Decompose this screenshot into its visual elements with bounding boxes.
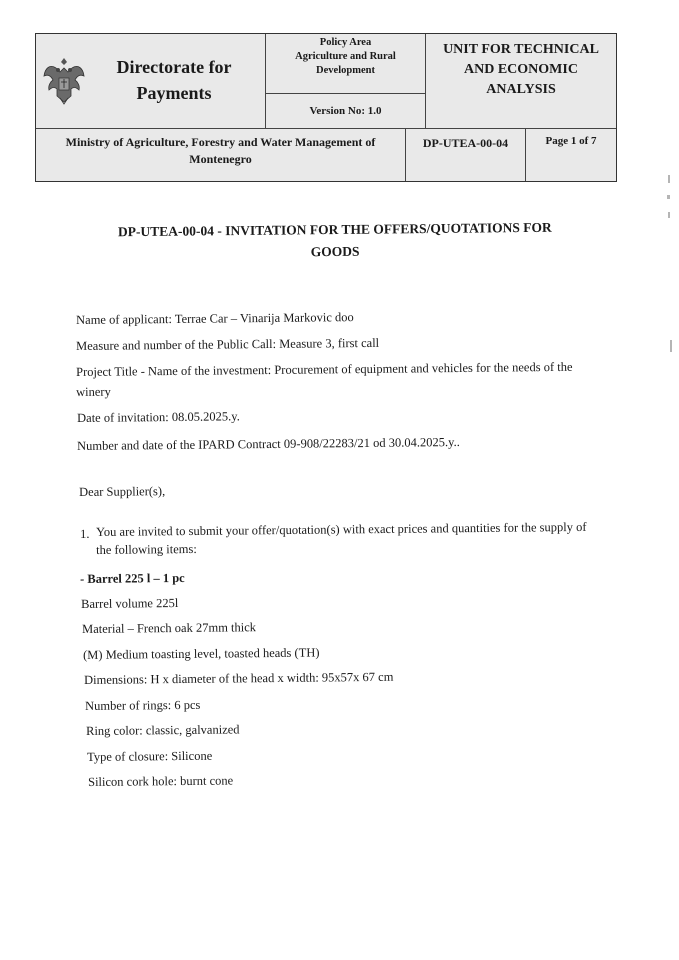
policy-area-line: Development — [316, 65, 375, 76]
item-text-line: You are invited to submit your offer/quotation(s) with exact prices and quantities for the supply of — [96, 519, 587, 539]
unit-line: UNIT FOR TECHNICAL — [443, 42, 599, 57]
document-title-line: DP-UTEA-00-04 - INVITATION FOR THE OFFERS/QUOTATIONS FOR — [117, 219, 552, 240]
montenegro-coat-of-arms-icon — [42, 54, 86, 106]
spec-line: (M) Medium toasting level, toasted heads (TH) — [83, 645, 320, 662]
spec-line: Number of rings: 6 pcs — [85, 697, 201, 713]
policy-area-line: Agriculture and Rural — [295, 51, 396, 62]
applicant-name: Name of applicant: Terrae Car – Vinarija Markovic doo — [76, 310, 354, 327]
page-number: Page 1 of 7 — [545, 135, 597, 147]
spec-line: Silicon cork hole: burnt cone — [88, 773, 234, 789]
policy-area-line: Policy Area — [319, 37, 372, 48]
ipard-contract: Number and date of the IPARD Contract 09-908/22283/21 od 30.04.2025.y.. — [77, 434, 460, 453]
unit-cell — [426, 34, 616, 128]
item-number: 1. — [80, 526, 90, 541]
spec-line: Ring color: classic, galvanized — [86, 722, 240, 738]
ministry-line: Montenegro — [189, 152, 252, 166]
public-call-measure: Measure and number of the Public Call: Measure 3, first call — [76, 335, 380, 353]
spec-heading: - Barrel 225 l – 1 pc — [80, 570, 185, 586]
ministry-line: Ministry of Agriculture, Forestry and Water Management of — [65, 135, 376, 149]
spec-line: Barrel volume 225l — [81, 595, 179, 611]
item-text-line: the following items: — [96, 541, 197, 557]
greeting: Dear Supplier(s), — [79, 484, 166, 499]
doc-code-cell — [406, 128, 526, 181]
spec-line: Material – French oak 27mm thick — [82, 620, 257, 636]
document-header-table — [35, 33, 617, 182]
scan-speck — [670, 340, 672, 352]
unit-line: ANALYSIS — [486, 82, 556, 97]
project-title-line: Project Title - Name of the investment: Procurement of equipment and vehicles for the needs of the — [76, 359, 573, 379]
policy-area-cell — [266, 34, 426, 94]
unit-line: AND ECONOMIC — [464, 62, 578, 77]
project-title-line: winery — [76, 384, 111, 399]
version-number: Version No: 1.0 — [309, 105, 382, 117]
doc-code: DP-UTEA-00-04 — [422, 136, 509, 150]
directorate-cell — [36, 34, 266, 128]
scan-speck — [668, 212, 670, 218]
scan-speck — [667, 195, 670, 199]
scan-speck — [668, 175, 670, 183]
invitation-date: Date of invitation: 08.05.2025.y. — [77, 409, 240, 425]
page-number-cell — [526, 128, 616, 181]
spec-line: Type of closure: Silicone — [87, 748, 213, 764]
document-title-line: GOODS — [310, 243, 360, 260]
ministry-cell — [36, 128, 406, 181]
document-title — [80, 216, 590, 265]
spec-line: Dimensions: H x diameter of the head x width: 95x57x 67 cm — [84, 669, 394, 687]
version-cell — [266, 94, 426, 128]
directorate-title: Directorate for Payments — [116, 57, 232, 103]
